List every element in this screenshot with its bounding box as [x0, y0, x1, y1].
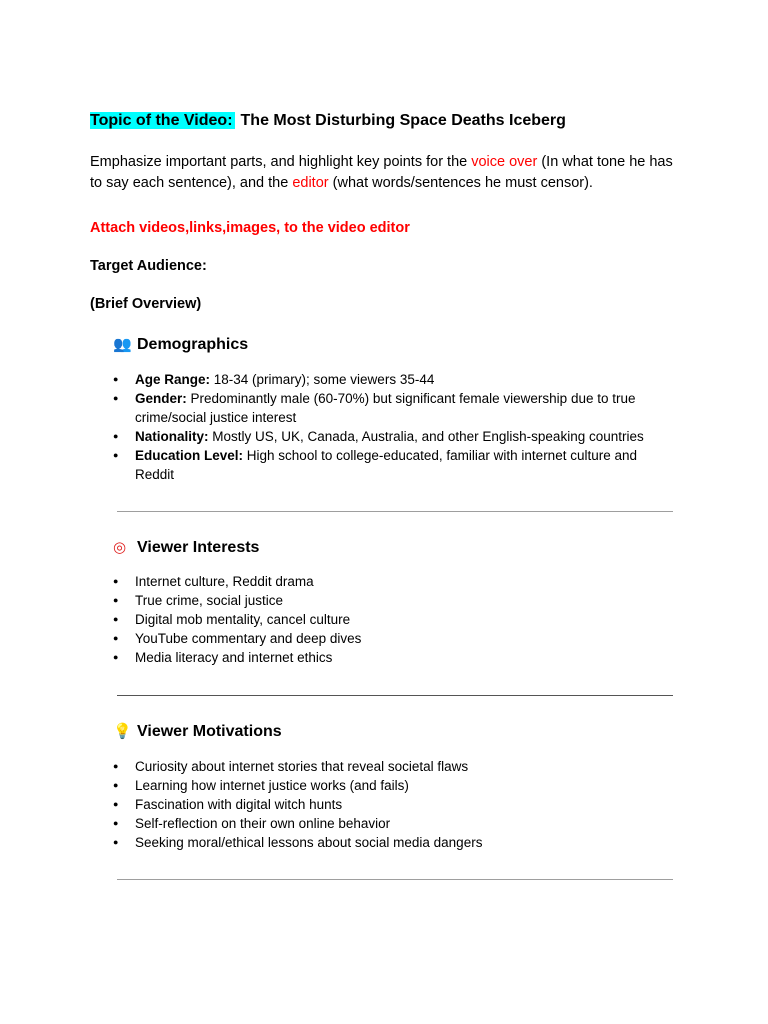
interests-title: Viewer Interests	[137, 539, 260, 556]
item-text: Mostly US, UK, Canada, Australia, and other English-speaking countries	[208, 429, 644, 444]
editor-highlight: editor	[292, 175, 329, 191]
brief-overview-label: (Brief Overview)	[90, 296, 202, 312]
intro-paragraph	[90, 152, 680, 194]
list-item: ● True crime, social justice	[113, 591, 673, 610]
demographics-list	[113, 370, 673, 484]
list-item: ● Internet culture, Reddit drama	[113, 572, 673, 591]
list-item: ● Curiosity about internet stories that reveal societal flaws	[113, 757, 673, 776]
list-item: ● YouTube commentary and deep dives	[113, 629, 673, 648]
motivations-list	[113, 757, 673, 852]
interests-list	[113, 572, 673, 667]
list-item: ● Media literacy and internet ethics	[113, 648, 673, 667]
target-audience-label: Target Audience:	[90, 258, 207, 274]
list-item: ● Learning how internet justice works (and fails)	[113, 776, 673, 795]
list-item: ● Fascination with digital witch hunts	[113, 795, 673, 814]
motivations-heading	[113, 720, 282, 743]
section-divider	[117, 879, 673, 880]
list-item: ● Seeking moral/ethical lessons about social media dangers	[113, 833, 673, 852]
demographics-title: Demographics	[137, 336, 249, 353]
item-label: Education Level:	[135, 448, 244, 463]
list-item: ● Digital mob mentality, cancel culture	[113, 610, 673, 629]
list-item	[113, 427, 673, 446]
item-text: High school to college-educated, familiar with internet culture and Reddit	[135, 448, 637, 482]
interests-heading	[113, 536, 259, 559]
target-icon: ◎	[113, 538, 127, 556]
list-item	[113, 370, 673, 389]
voice-over-highlight: voice over	[471, 154, 538, 170]
lightbulb-icon: 💡	[113, 722, 132, 740]
topic-title: The Most Disturbing Space Deaths Iceberg	[240, 112, 566, 129]
list-item	[113, 389, 673, 427]
list-item	[113, 446, 673, 484]
item-text: 18-34 (primary); some viewers 35-44	[210, 372, 435, 387]
people-icon: 👥	[113, 335, 132, 353]
intro-text-1: Emphasize important parts, and highlight key points for the	[90, 154, 472, 170]
motivations-title: Viewer Motivations	[137, 723, 282, 740]
topic-label: Topic of the Video:	[90, 112, 233, 129]
section-divider	[117, 511, 673, 512]
section-divider	[117, 695, 673, 696]
attach-note: Attach videos,links,images, to the video editor	[90, 220, 410, 236]
list-item: ● Self-reflection on their own online behavior	[113, 814, 673, 833]
item-label: Nationality:	[135, 429, 209, 444]
topic-heading	[90, 110, 566, 132]
intro-text-2: (In what tone he has to say each sentence), and the	[90, 154, 673, 191]
intro-text-3: (what words/sentences he must censor).	[328, 175, 593, 191]
item-label: Gender:	[135, 391, 187, 406]
demographics-heading	[113, 333, 248, 356]
item-text: Predominantly male (60-70%) but significant female viewership due to true crime/social justice interest	[135, 391, 636, 425]
item-label: Age Range:	[135, 372, 211, 387]
